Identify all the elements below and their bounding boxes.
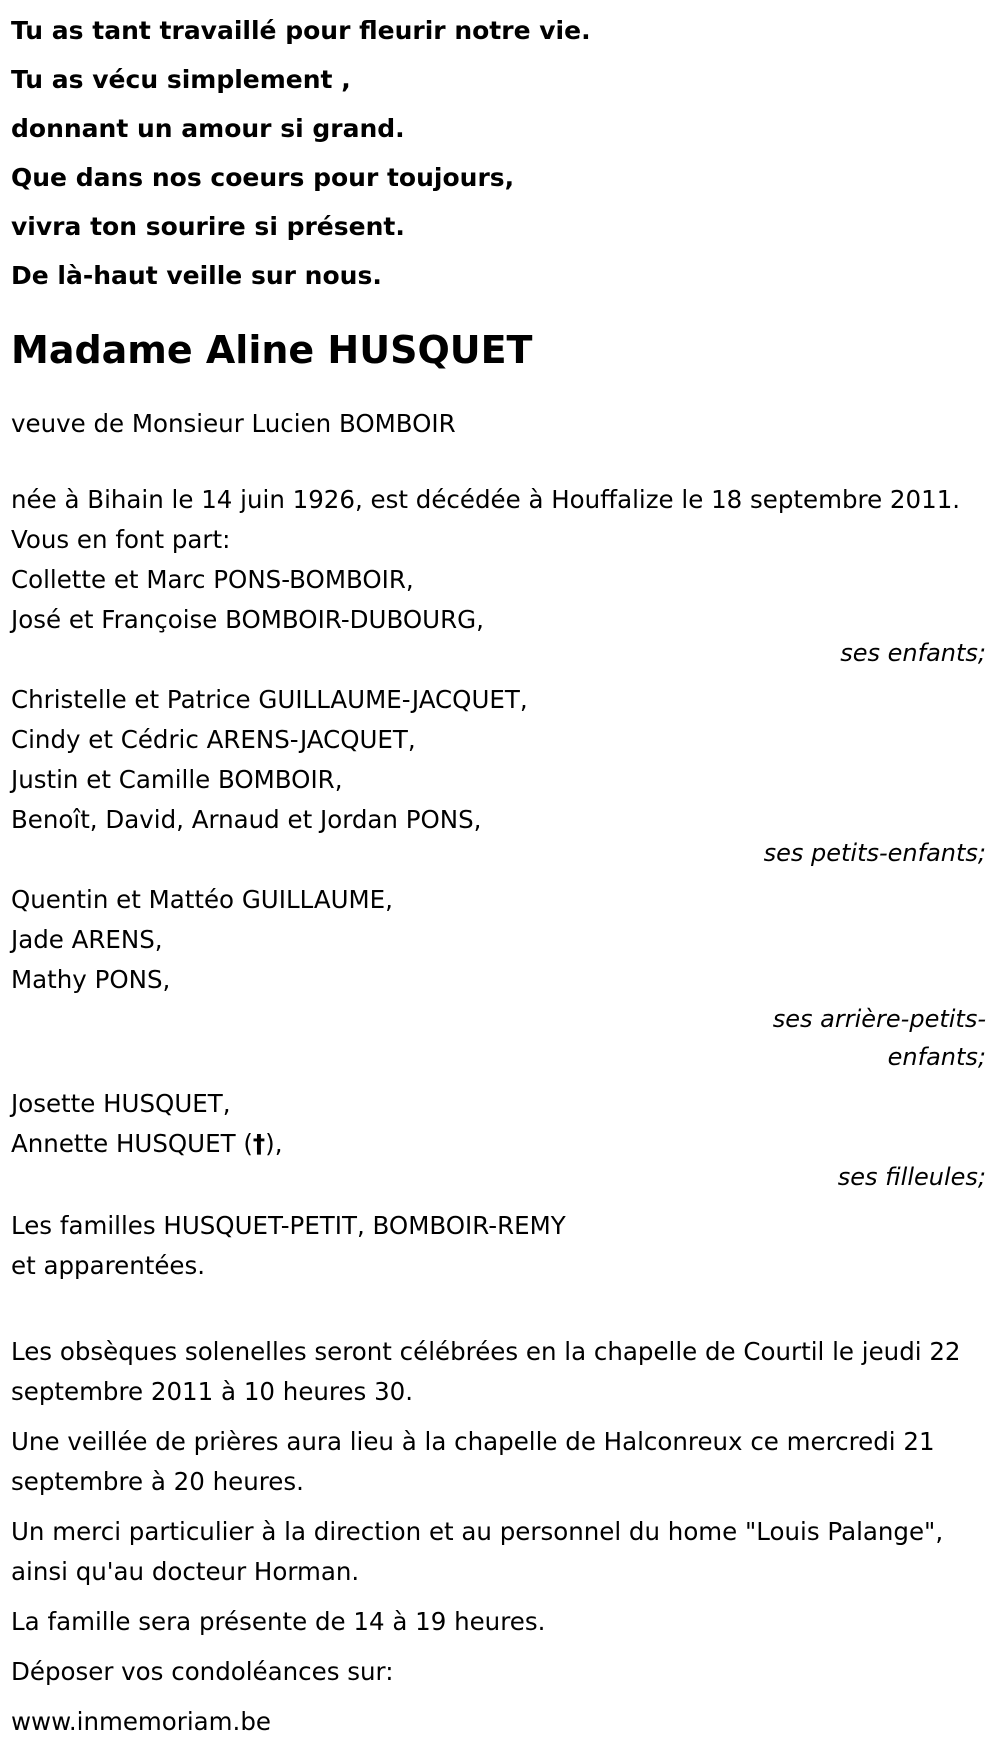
- family-name-line: Collette et Marc PONS-BOMBOIR,: [11, 565, 414, 594]
- family-name-line: Cindy et Cédric ARENS-JACQUET,: [11, 725, 416, 754]
- relation-label: ses enfants;: [840, 639, 986, 667]
- poem-line: donnant un amour si grand.: [11, 114, 405, 143]
- family-name-line: Christelle et Patrice GUILLAUME-JACQUET,: [11, 685, 528, 714]
- website-link[interactable]: www.inmemoriam.be: [11, 1707, 271, 1736]
- widow-line: veuve de Monsieur Lucien BOMBOIR: [11, 409, 456, 438]
- family-name-line: Josette HUSQUET,: [11, 1089, 231, 1118]
- family-name-line: Mathy PONS,: [11, 965, 171, 994]
- name-text: ),: [265, 1129, 283, 1158]
- poem: [11, 0, 988, 300]
- name-text: Annette HUSQUET (: [11, 1129, 253, 1158]
- relation-label: ses filleules;: [837, 1163, 986, 1191]
- funeral-info: Les obsèques solenelles seront célébrées en la chapelle de Courtil le jeudi 22 septembre 2011 à 10 heures 30.: [11, 1337, 961, 1406]
- relation-label: ses petits-enfants;: [763, 839, 986, 867]
- birth-death-line: née à Bihain le 14 juin 1926, est décédée à Houffalize le 18 septembre 2011.: [11, 485, 961, 514]
- poem-line: Tu as vécu simplement ,: [11, 65, 351, 94]
- families-group: [11, 1206, 988, 1286]
- condolences-label: Déposer vos condoléances sur:: [11, 1657, 394, 1686]
- family-name-line: Quentin et Mattéo GUILLAUME,: [11, 885, 393, 914]
- families-line: et apparentées.: [11, 1251, 206, 1280]
- intro-line: Vous en font part:: [11, 525, 231, 554]
- poem-line: Que dans nos coeurs pour toujours,: [11, 163, 515, 192]
- poem-line: De là-haut veille sur nous.: [11, 261, 382, 290]
- family-name-line: José et Françoise BOMBOIR-DUBOURG,: [11, 605, 484, 634]
- family-name-line: Benoît, David, Arnaud et Jordan PONS,: [11, 805, 482, 834]
- relation-label: ses arrière-petits-enfants;: [772, 1005, 986, 1071]
- goddaughters-group: [11, 1084, 988, 1196]
- children-group: [11, 560, 988, 672]
- great-grandchildren-group: [11, 880, 988, 1076]
- cross-icon: †: [252, 1129, 266, 1158]
- families-line: Les familles HUSQUET-PETIT, BOMBOIR-REMY: [11, 1211, 566, 1240]
- grandchildren-group: [11, 680, 988, 872]
- visiting-hours: La famille sera présente de 14 à 19 heures.: [11, 1607, 546, 1636]
- family-name-line: Jade ARENS,: [11, 925, 163, 954]
- poem-line: vivra ton sourire si présent.: [11, 212, 405, 241]
- poem-line: Tu as tant travaillé pour fleurir notre vie.: [11, 16, 591, 45]
- thanks-text: Un merci particulier à la direction et au personnel du home "Louis Palange", ainsi qu'au docteur Horman.: [11, 1517, 944, 1586]
- family-name-line: Justin et Camille BOMBOIR,: [11, 765, 343, 794]
- vigil-info: Une veillée de prières aura lieu à la chapelle de Halconreux ce mercredi 21 septembre à 20 heures.: [11, 1427, 935, 1496]
- deceased-name: Madame Aline HUSQUET: [11, 328, 533, 372]
